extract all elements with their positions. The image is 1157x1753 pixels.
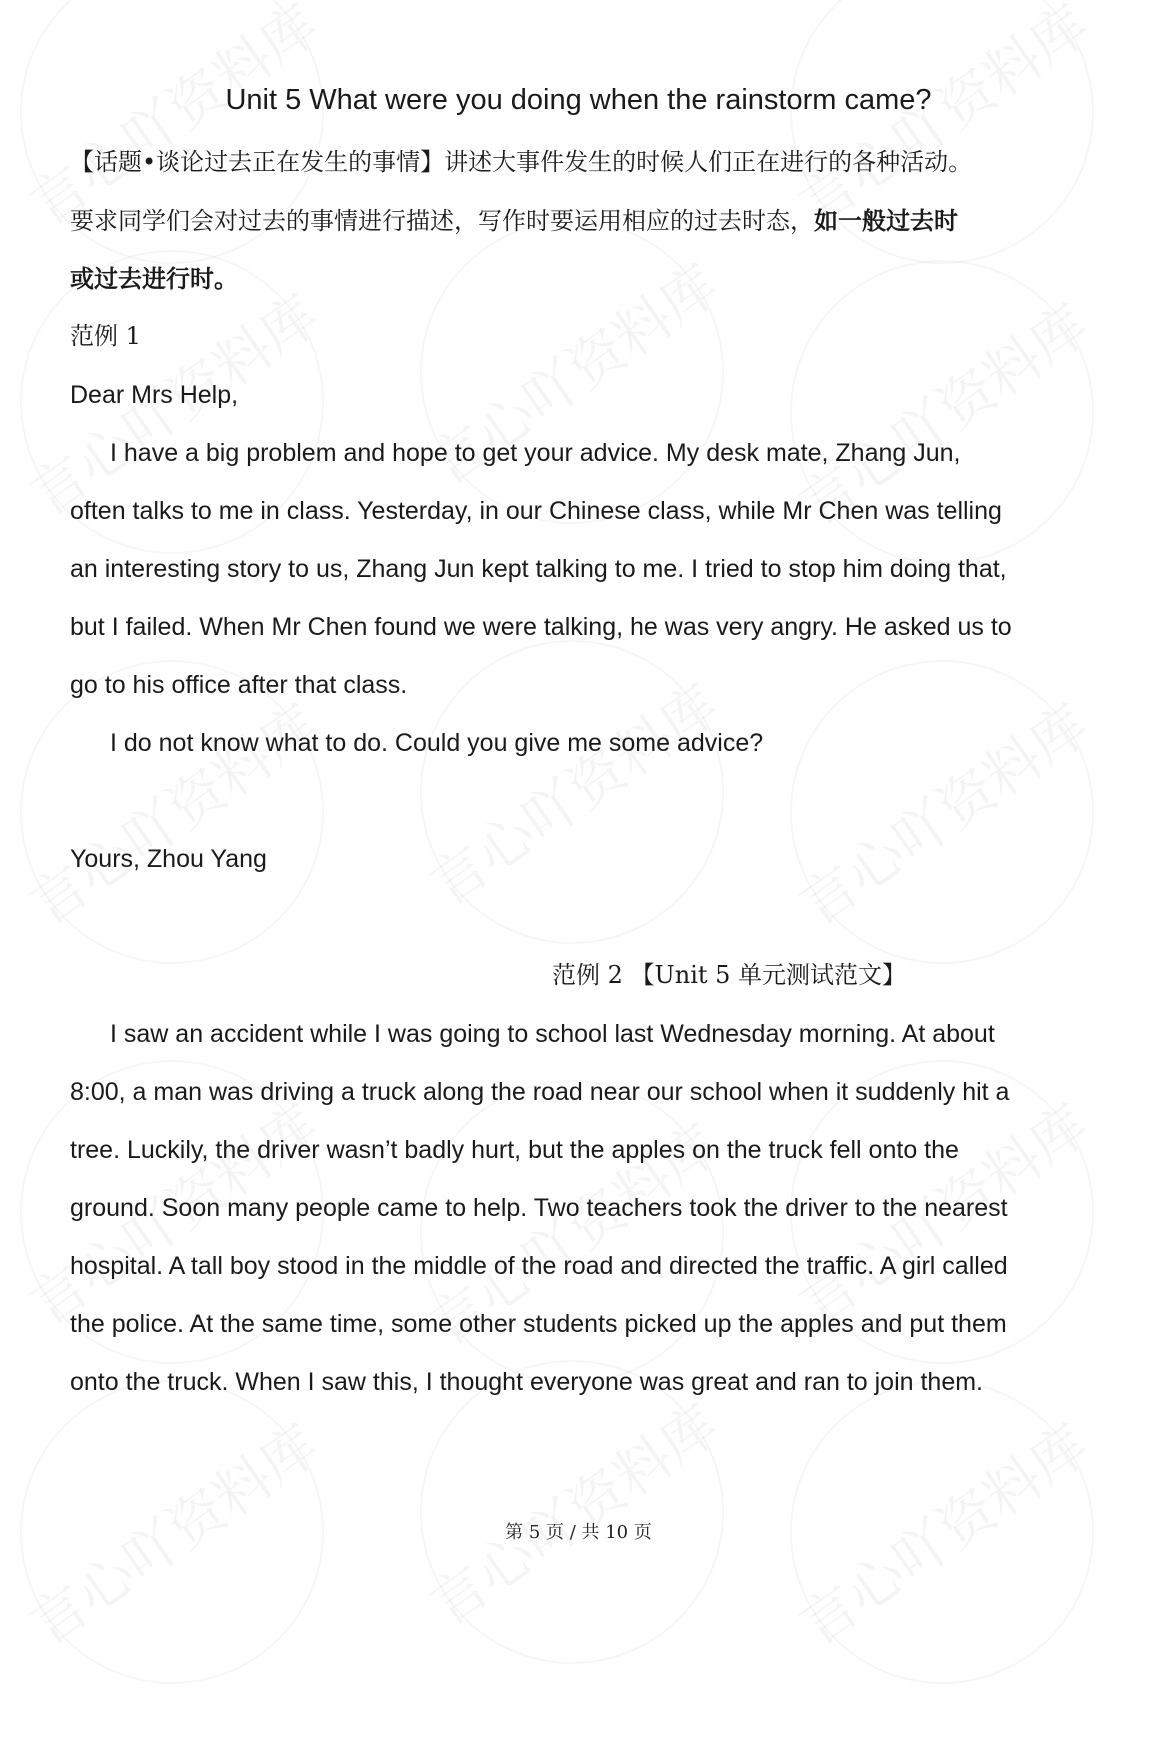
letter-greeting: Dear Mrs Help, xyxy=(70,381,239,409)
example1-line: but I failed. When Mr Chen found we were talking, he was very angry. He asked us to xyxy=(70,613,1012,641)
example2-label: 范例 2 【Unit 5 单元测试范文】 xyxy=(552,961,907,989)
example1-line: go to his office after that class. xyxy=(70,671,408,699)
intro-line-1: 【话题•谈论过去正在发生的事情】讲述大事件发生的时候人们正在进行的各种活动。 xyxy=(70,148,973,176)
example1-label: 范例 1 xyxy=(70,322,141,350)
intro-line-3: 或过去进行时。 xyxy=(70,264,238,293)
example1-line: often talks to me in class. Yesterday, in our Chinese class, while Mr Chen was telling xyxy=(70,497,1002,525)
example1-line: I have a big problem and hope to get your advice. My desk mate, Zhang Jun, xyxy=(110,439,961,467)
example2-line: hospital. A tall boy stood in the middle of the road and directed the traffic. A girl called xyxy=(70,1252,1008,1280)
example1-line: I do not know what to do. Could you give me some advice? xyxy=(110,729,764,757)
example2-line: 8:00, a man was driving a truck along the road near our school when it suddenly hit a xyxy=(70,1078,1010,1106)
page-title: Unit 5 What were you doing when the rainstorm came? xyxy=(225,84,932,116)
example2-line: onto the truck. When I saw this, I thought everyone was great and ran to join them. xyxy=(70,1368,984,1396)
intro-line-2 xyxy=(70,206,1090,236)
intro-line-2-text: 要求同学们会对过去的事情进行描述，写作时要运用相应的过去时态， xyxy=(70,207,814,235)
watermark-stamp xyxy=(0,600,384,1023)
watermark-stamp xyxy=(360,1300,783,1723)
example2-line: tree. Luckily, the driver wasn’t badly hurt, but the apples on the truck fell onto the xyxy=(70,1136,959,1164)
page-number-footer: 第 5 页 / 共 10 页 xyxy=(505,1522,652,1543)
example2-line: I saw an accident while I was going to school last Wednesday morning. At about xyxy=(110,1020,995,1048)
letter-closing: Yours, Zhou Yang xyxy=(70,845,267,873)
example1-line: an interesting story to us, Zhang Jun kept talking to me. I tried to stop him doing that, xyxy=(70,555,1007,583)
example2-line: the police. At the same time, some other students picked up the apples and put them xyxy=(70,1310,1007,1338)
intro-line-2-bold: 如一般过去时 xyxy=(814,206,958,235)
example2-line: ground. Soon many people came to help. Two teachers took the driver to the nearest xyxy=(70,1194,1008,1222)
watermark-stamp xyxy=(360,580,783,1003)
